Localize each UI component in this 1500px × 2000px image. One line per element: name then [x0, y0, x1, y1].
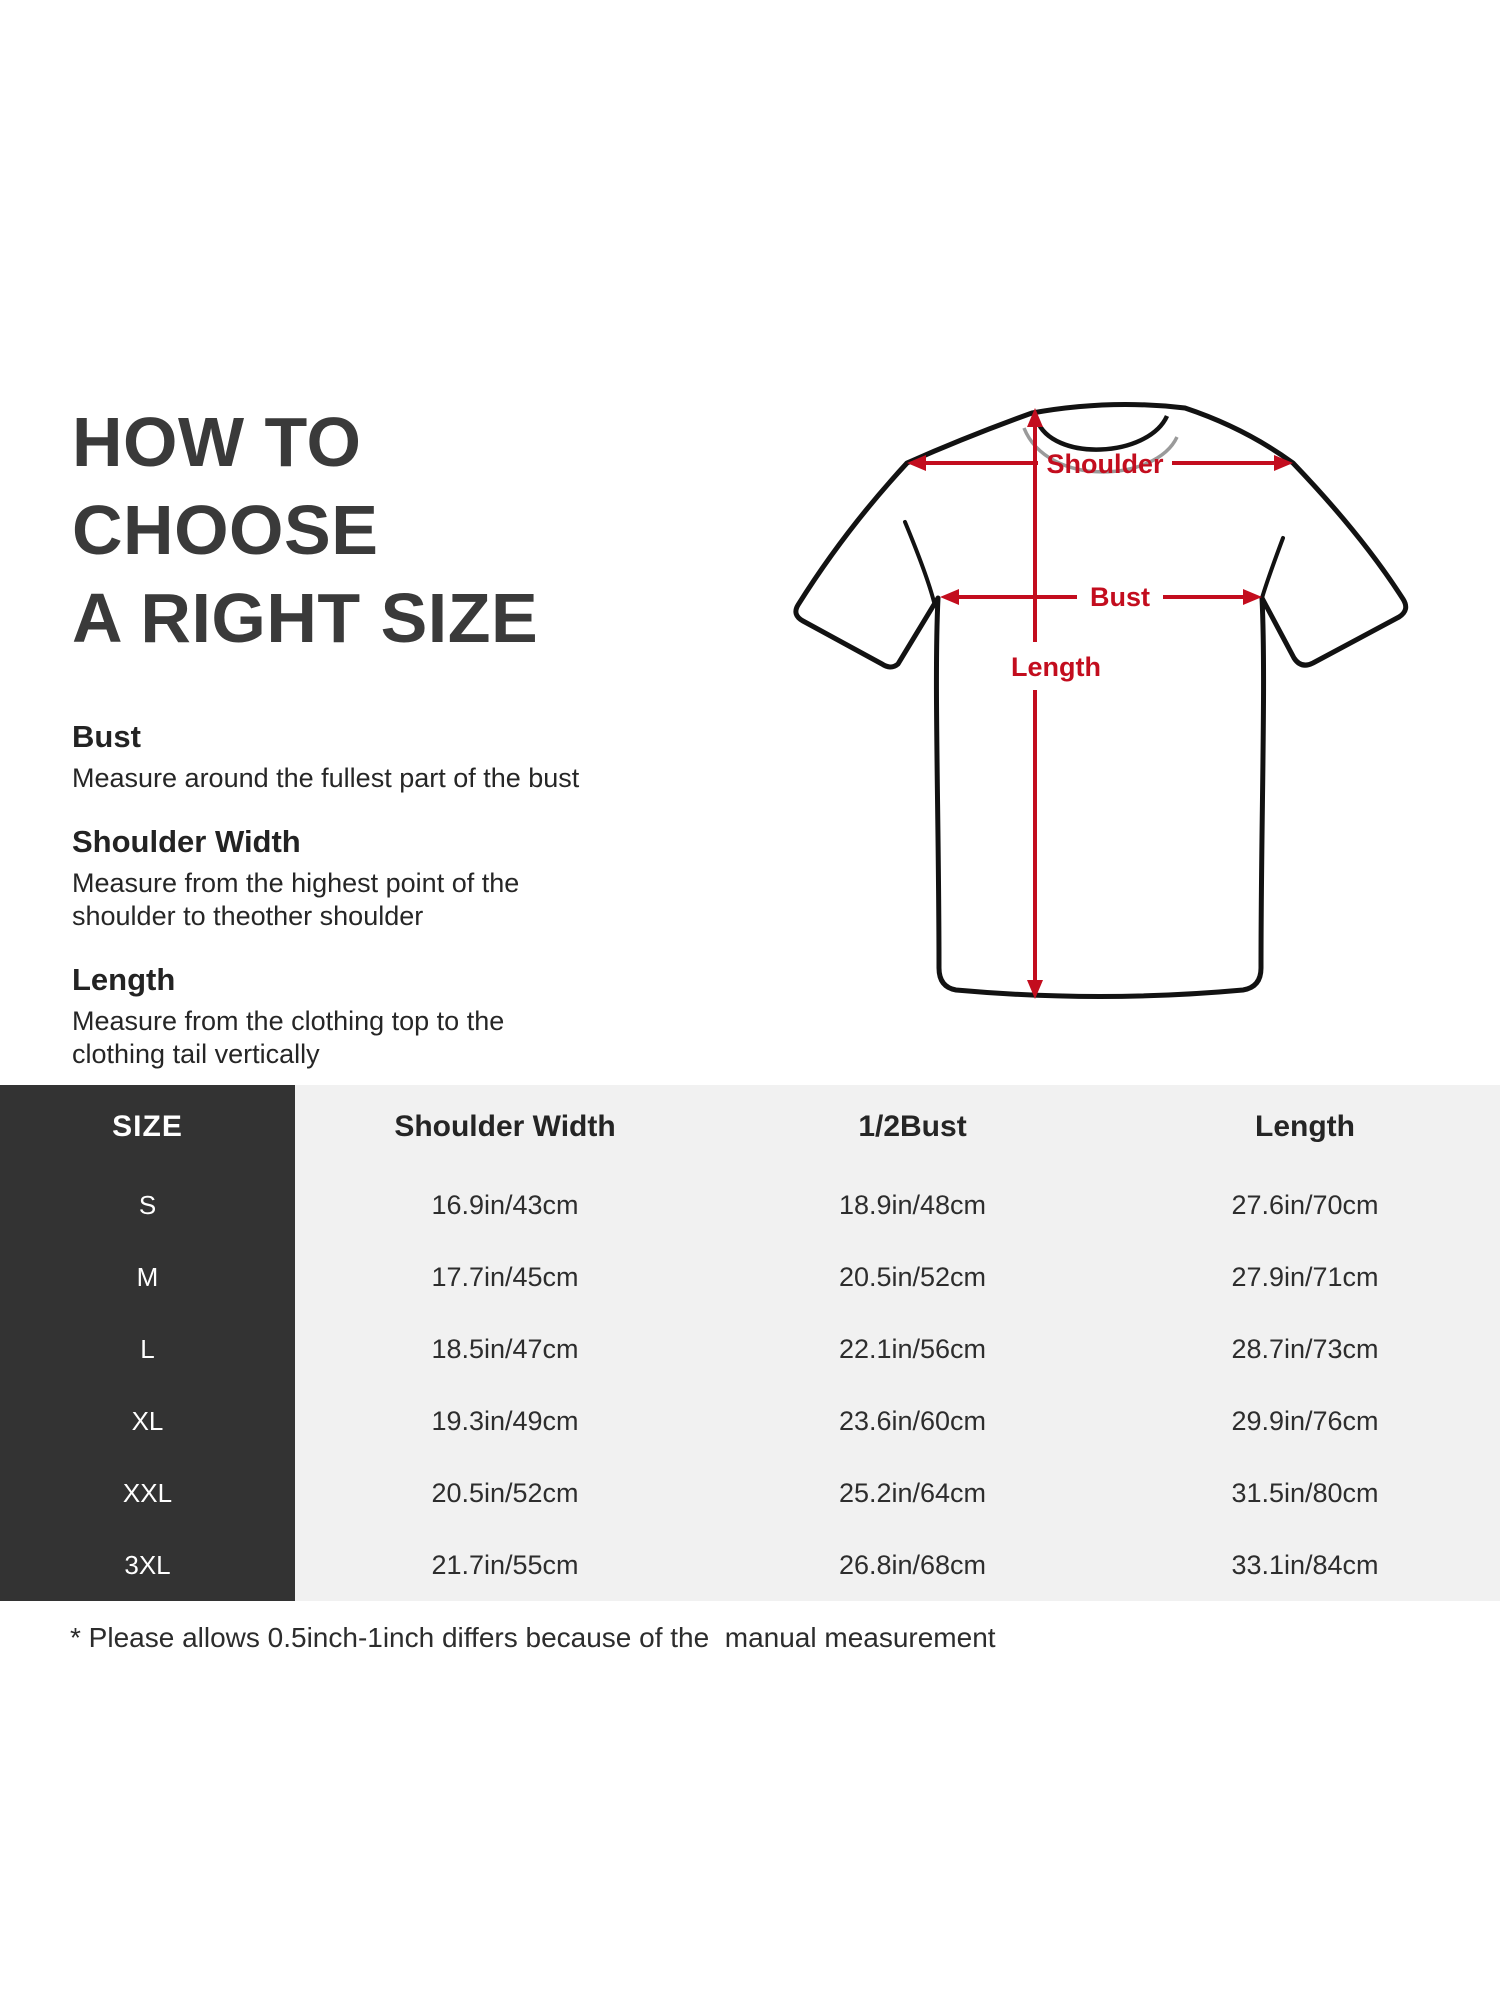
instructions-column: [72, 398, 672, 1071]
page-title: [72, 398, 672, 662]
table-row-xxl: [0, 1457, 1500, 1529]
size-label: XXL: [0, 1457, 295, 1529]
table-row-l: [0, 1313, 1500, 1385]
length-heading: Length: [72, 962, 176, 997]
shoulder-width-value: 17.7in/45cm: [431, 1261, 579, 1292]
size-label: L: [0, 1313, 295, 1385]
shoulder-width-value: 16.9in/43cm: [431, 1189, 579, 1220]
bust-heading: Bust: [72, 719, 141, 754]
size-label: M: [0, 1241, 295, 1313]
page-title-line2: A RIGHT SIZE: [72, 579, 539, 657]
shoulder-width-value: 20.5in/52cm: [431, 1477, 579, 1508]
length-arrow-label: Length: [1011, 652, 1101, 682]
size-label: XL: [0, 1385, 295, 1457]
shoulder-width-value: 21.7in/55cm: [431, 1549, 579, 1580]
size-table: [0, 1085, 1500, 1601]
table-row-xl: [0, 1385, 1500, 1457]
length-description: Measure from the clothing top to the clothing tail vertically: [72, 1006, 505, 1069]
shoulder-width-heading: Shoulder Width: [72, 824, 301, 859]
table-row-3xl: [0, 1529, 1500, 1601]
length-value: 27.6in/70cm: [1231, 1189, 1379, 1220]
length-value: 31.5in/80cm: [1231, 1477, 1379, 1508]
length-value: 28.7in/73cm: [1231, 1333, 1379, 1364]
shoulder-width-description: Measure from the highest point of the shoulder to theother shoulder: [72, 868, 520, 931]
half-bust-column-header: 1/2Bust: [858, 1110, 967, 1143]
bust-arrow-label: Bust: [1090, 582, 1150, 612]
instruction-shoulder-width: [72, 821, 672, 933]
size-label: S: [0, 1169, 295, 1241]
half-bust-value: 25.2in/64cm: [838, 1477, 987, 1508]
table-row-s: [0, 1169, 1500, 1241]
half-bust-value: 20.5in/52cm: [838, 1261, 987, 1292]
tshirt-outline-icon: [600, 380, 1460, 1030]
instruction-bust: [72, 716, 672, 795]
size-table-header-row: [0, 1085, 1500, 1169]
half-bust-value: 22.1in/56cm: [838, 1333, 987, 1364]
length-value: 33.1in/84cm: [1231, 1549, 1379, 1580]
length-value: 29.9in/76cm: [1231, 1405, 1379, 1436]
size-label: 3XL: [0, 1529, 295, 1601]
length-column-header: Length: [1255, 1110, 1355, 1143]
table-row-m: [0, 1241, 1500, 1313]
size-column-header: SIZE: [0, 1085, 295, 1169]
tshirt-measurement-diagram: [600, 380, 1460, 1030]
half-bust-value: 23.6in/60cm: [838, 1405, 987, 1436]
length-value: 27.9in/71cm: [1231, 1261, 1379, 1292]
half-bust-value: 26.8in/68cm: [838, 1549, 987, 1580]
shoulder-width-value: 18.5in/47cm: [431, 1333, 579, 1364]
bust-description: Measure around the fullest part of the bust: [72, 763, 580, 793]
shoulder-width-column-header: Shoulder Width: [394, 1110, 616, 1143]
page-title-line1: HOW TO CHOOSE: [72, 403, 379, 569]
shoulder-width-value: 19.3in/49cm: [431, 1405, 579, 1436]
shoulder-arrow-label: Shoulder: [1046, 449, 1164, 479]
instruction-length: [72, 959, 672, 1071]
half-bust-value: 18.9in/48cm: [838, 1189, 987, 1220]
measurement-footnote: * Please allows 0.5inch-1inch differs because of the manual measurement: [70, 1622, 996, 1653]
